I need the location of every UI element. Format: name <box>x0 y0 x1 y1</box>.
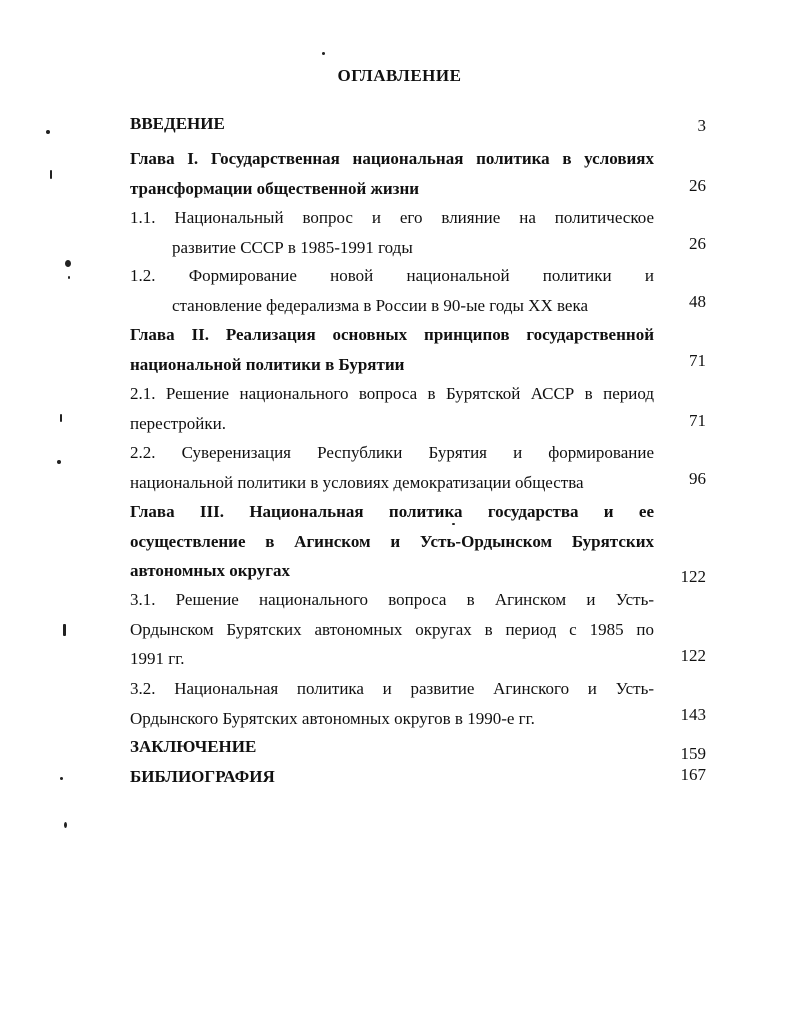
page-number: 143 <box>680 705 706 724</box>
scan-speck <box>60 777 63 780</box>
toc-entry-line: автономных округах <box>130 561 290 580</box>
toc-entry-bibliography <box>130 762 654 792</box>
toc-entry-line: национальной политики в Бурятии <box>130 354 405 374</box>
scan-speck <box>68 276 70 279</box>
toc-entry-line: становление федерализма в России в 90-ые годы XX века <box>172 295 588 315</box>
toc-entry-line: национальной политики в условиях демократизации общества <box>130 472 584 492</box>
toc-entry-line: 1991 гг. <box>130 649 185 668</box>
page-number: 159 <box>680 744 706 763</box>
toc-entry-line: Ордынском Бурятских автономных округах в период с 1985 по <box>130 619 654 639</box>
toc-entry-chapter-1 <box>130 144 654 203</box>
page-number: 122 <box>680 646 706 665</box>
toc-entry-section-3-1 <box>130 585 654 674</box>
scan-speck <box>50 170 52 179</box>
toc-entry-line: БИБЛИОГРАФИЯ <box>130 767 275 786</box>
toc-entry-line: перестройки. <box>130 413 226 433</box>
toc-entry-section-2-1 <box>130 379 654 438</box>
scan-speck <box>452 523 455 525</box>
toc-entry-line: 1.2. Формирование новой национальной политики и <box>130 266 654 285</box>
toc-entry-line: 2.2. Суверенизация Республики Бурятия и формирование <box>130 443 654 462</box>
toc-entry-line: 1.1. Национальный вопрос и его влияние на политическое <box>130 208 654 227</box>
toc-entry-line: ЗАКЛЮЧЕНИЕ <box>130 737 257 756</box>
scan-speck <box>63 624 66 636</box>
page-number: 3 <box>697 116 706 135</box>
toc-entry-section-3-2 <box>130 674 654 733</box>
toc-entry-chapter-3 <box>130 497 654 586</box>
toc-entry-line: Глава III. Национальная политика государства и ее <box>130 502 654 521</box>
toc-entry-line: 3.1. Решение национального вопроса в Агинском и Усть- <box>130 590 654 609</box>
page-number: 71 <box>689 351 706 370</box>
toc-entry-section-1-2 <box>130 261 654 320</box>
toc-entry-line: Глава II. Реализация основных принципов государственной <box>130 325 654 344</box>
page-number: 96 <box>689 469 706 488</box>
toc-entry-line: ВВЕДЕНИЕ <box>130 114 225 133</box>
toc-entry-line: Глава I. Государственная национальная политика в условиях <box>130 149 654 168</box>
scan-speck <box>57 460 61 464</box>
page-number: 48 <box>689 292 706 311</box>
toc-entry-section-2-2 <box>130 438 654 497</box>
page-title: ОГЛАВЛЕНИЕ <box>337 66 462 85</box>
page-number: 167 <box>680 765 706 784</box>
toc-entry-line: осуществление в Агинском и Усть-Ордынском Бурятских <box>130 531 654 551</box>
toc-entry-line: 2.1. Решение национального вопроса в Бурятской АССР в период <box>130 384 654 403</box>
toc-entry-line: Ордынского Бурятских автономных округов в 1990-е гг. <box>130 708 535 728</box>
toc-entry-chapter-2 <box>130 320 654 379</box>
toc-entry-section-1-1 <box>130 203 654 262</box>
toc-entry-line: развитие СССР в 1985-1991 годы <box>172 237 413 257</box>
scan-speck <box>64 822 67 828</box>
scan-speck <box>60 414 62 422</box>
toc-entry-conclusion <box>130 732 654 762</box>
page-number: 26 <box>689 234 706 253</box>
page-number: 71 <box>689 411 706 430</box>
page-number: 122 <box>680 567 706 586</box>
page-number: 26 <box>689 176 706 195</box>
toc-entry-line: 3.2. Национальная политика и развитие Агинского и Усть- <box>130 679 654 698</box>
scan-speck <box>322 52 325 55</box>
toc-entry-introduction <box>130 109 654 139</box>
scan-speck <box>65 260 71 267</box>
toc-entry-line: трансформации общественной жизни <box>130 178 420 198</box>
scan-speck <box>46 130 50 134</box>
